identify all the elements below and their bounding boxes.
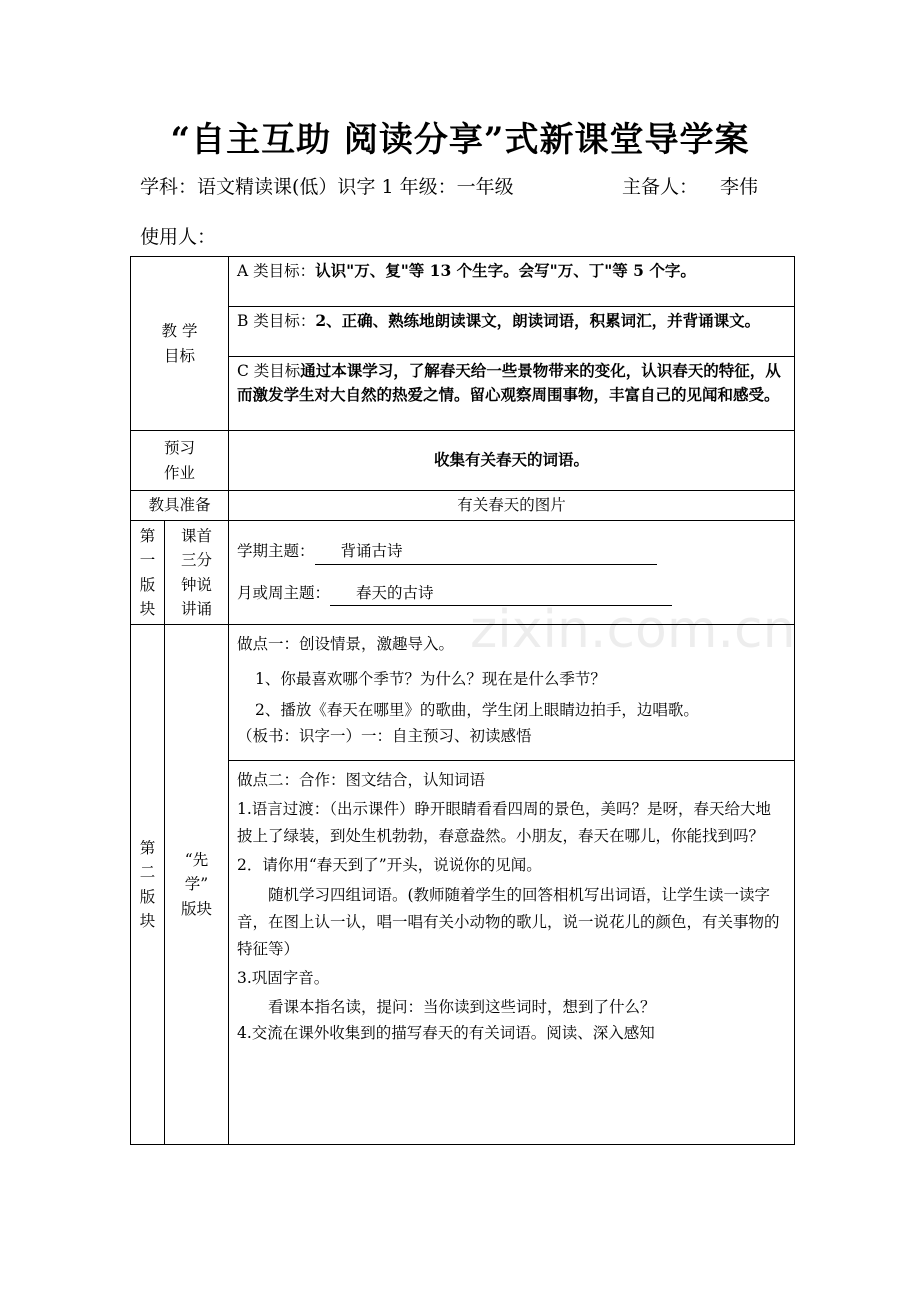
part1-cell (229, 625, 795, 761)
part1-heading: 做点一：创设情景，激趣导入。 (237, 635, 455, 653)
part1-q3: （板书：识字一）一：自主预习、初读感悟 (237, 727, 532, 746)
goal-b-text: 2、正确、熟练地朗读课文，朗读词语，积累词汇，并背诵课文。 (315, 311, 761, 330)
goal-b-cell (229, 307, 795, 357)
goal-b-prefix: B 类目标： (237, 312, 316, 330)
goal-a-text: 认识"万、复"等 13 个生字。会写"万、丁"等 5 个字。 (315, 261, 696, 280)
owner-info (622, 172, 758, 199)
owner-name: 李伟 (720, 176, 759, 198)
owner-label: 主备人： (622, 176, 699, 198)
part2-p1: 1.语言过渡：（出示课件）睁开眼睛看看四周的景色，美吗？是呀，春天给大地披上了绿装，到处生机勃勃，春意盎然。小朋友，春天在哪儿，你能找到吗？ (237, 800, 772, 846)
part2-p4: 3.巩固字音。 (237, 968, 330, 987)
block2-sublabel: “先 学” 版块 (165, 625, 229, 1145)
part1-q1: 1、你最喜欢哪个季节？为什么？现在是什么季节？ (255, 670, 606, 689)
block2-label: 第 二 版 块 (131, 625, 165, 1145)
month-value: 春天的古诗 (330, 581, 672, 606)
block1-label: 第 一 版 块 (131, 521, 165, 625)
block1-content (229, 521, 795, 625)
goal-c-cell (229, 357, 795, 431)
goal-c-text: 通过本课学习，了解春天给一些景物带来的变化，认识春天的特征，从而激发学生对大自然的热爱之情。留心观察周围事物，丰富自己的见闻和感受。 (237, 361, 781, 405)
page-title: “自主互助 阅读分享”式新课堂导学案 (170, 120, 750, 160)
goal-c-prefix: C 类目标 (237, 362, 301, 380)
part2-p3: 随机学习四组词语。(教师随着学生的回答相机写出词语，让学生读一读字音，在图上认一认，唱一唱有关小动物的歌儿，说一说花儿的颜色，有关事物的特征等） (237, 885, 780, 958)
semester-theme (237, 539, 786, 564)
part1-q2: 2、播放《春天在哪里》的歌曲，学生闭上眼睛边拍手，边唱歌。 (255, 701, 699, 720)
part2-p5: 看课本指名读，提问：当你读到这些词时，想到了什么？ (268, 998, 656, 1016)
tools-text: 有关春天的图片 (229, 491, 795, 521)
watermark: zixin.com.cn (470, 600, 796, 660)
part2-cell (229, 761, 795, 1145)
homework-text: 收集有关春天的词语。 (229, 431, 795, 491)
goal-a-cell (229, 257, 795, 307)
subject-info: 学科：语文精读课(低）识字 1 年级：一年级 (140, 176, 514, 198)
part2-p6: 4.交流在课外收集到的描写春天的有关词语。阅读、深入感知 (237, 1024, 655, 1043)
tools-label: 教具准备 (131, 491, 229, 521)
semester-value: 背诵古诗 (315, 539, 657, 564)
part2-p2: 2．请你用“春天到了”开头，说说你的见闻。 (237, 856, 542, 875)
part2-heading: 做点二：合作：图文结合，认知词语 (237, 771, 486, 789)
month-label: 月或周主题： (237, 583, 331, 602)
user-label: 使用人： (140, 226, 217, 248)
semester-label: 学期主题： (237, 542, 315, 561)
homework-label: 预习 作业 (131, 431, 229, 491)
month-theme (237, 581, 786, 606)
goals-label: 教 学 目标 (131, 257, 229, 431)
goal-a-prefix: A 类目标： (237, 262, 316, 280)
lesson-plan-table (130, 256, 795, 1145)
block1-sublabel: 课首 三分 钟说 讲诵 (165, 521, 229, 625)
